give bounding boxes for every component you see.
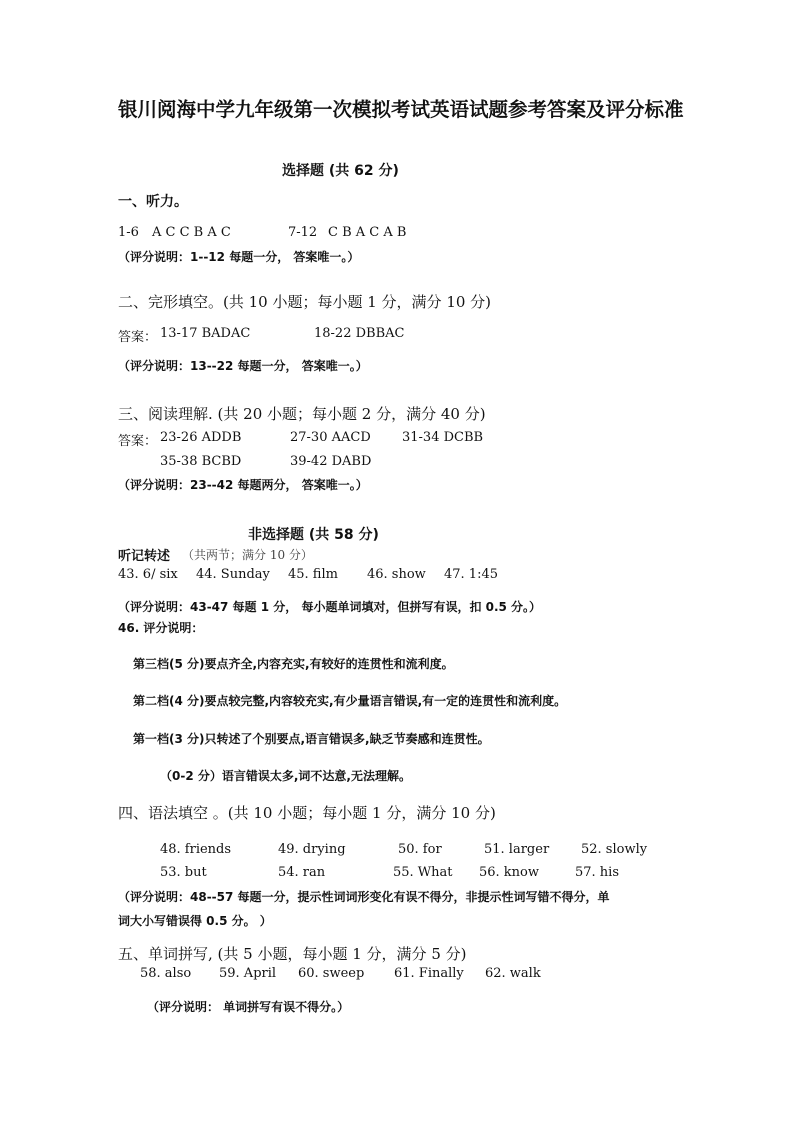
rubric-level-2: 第二档(4 分)要点较完整,内容较充实,有少量语言错误,有一定的连贯性和流利度。 — [133, 694, 567, 708]
rubric-level-0: （0-2 分）语言错误太多,词不达意,无法理解。 — [160, 769, 411, 783]
answer-54: 54. ran — [278, 865, 326, 880]
answer-50: 50. for — [398, 842, 442, 857]
listen-retell-heading: 听记转述 — [118, 549, 171, 564]
answer-62: 62. walk — [485, 966, 541, 981]
answer-52: 52. slowly — [581, 842, 648, 857]
answer-48: 48. friends — [160, 842, 232, 857]
answer-45: 45. film — [288, 567, 338, 582]
listen-retell-points: （共两节；满分 10 分） — [182, 548, 313, 562]
answer-49: 49. drying — [278, 842, 346, 857]
reading-answers-27-30: 27-30 AACD — [290, 430, 371, 445]
reading-answers-39-42: 39-42 DABD — [290, 454, 372, 469]
answer-56: 56. know — [479, 865, 540, 880]
non-choice-section-header: 非选择题 (共 58 分) — [248, 527, 379, 543]
answer-59: 59. April — [219, 966, 277, 981]
listening-note: （评分说明：1--12 每题一分， 答案唯一。） — [118, 250, 360, 264]
listen-retell-note: （评分说明：43-47 每题 1 分， 每小题单词填对，但拼写有误，扣 0.5 分。） — [118, 600, 542, 614]
answer-46: 46. show — [367, 567, 426, 582]
answer-53: 53. but — [160, 865, 207, 880]
cloze-heading: 二、完形填空。(共 10 小题；每小题 1 分，满分 10 分) — [118, 293, 492, 311]
choice-section-header: 选择题 (共 62 分) — [282, 163, 399, 179]
page-title: 银川阅海中学九年级第一次模拟考试英语试题参考答案及评分标准 — [118, 98, 684, 121]
reading-heading: 三、阅读理解. (共 20 小题；每小题 2 分，满分 40 分) — [118, 405, 486, 423]
listening-part1-answers: A C C B A C — [152, 225, 231, 240]
listening-heading: 一、听力。 — [118, 194, 188, 210]
answer-57: 57. his — [575, 865, 620, 880]
listening-part2-range: 7-12 — [288, 225, 318, 240]
answer-55: 55. What — [393, 865, 453, 880]
grammar-heading: 四、语法填空 。(共 10 小题；每小题 1 分，满分 10 分) — [118, 804, 496, 822]
answer-61: 61. Finally — [394, 966, 464, 981]
reading-answers-35-38: 35-38 BCBD — [160, 454, 242, 469]
reading-answers-31-34: 31-34 DCBB — [402, 430, 484, 445]
grammar-note-line-2: 词大小写错误得 0.5 分。 ） — [118, 914, 272, 928]
answer-60: 60. sweep — [298, 966, 365, 981]
reading-note: （评分说明：23--42 每题两分， 答案唯一。） — [118, 478, 368, 492]
answer-51: 51. larger — [484, 842, 550, 857]
rubric-level-1: 第一档(3 分)只转述了个别要点,语言错误多,缺乏节奏感和连贯性。 — [133, 732, 490, 746]
cloze-answer-label: 答案： — [118, 330, 158, 345]
cloze-note: （评分说明：13--22 每题一分， 答案唯一。） — [118, 359, 368, 373]
listening-part2-answers: C B A C A B — [328, 225, 407, 240]
reading-answer-label: 答案： — [118, 434, 158, 449]
reading-answers-23-26: 23-26 ADDB — [160, 430, 242, 445]
question-46-rubric-label: 46. 评分说明： — [118, 621, 204, 635]
listening-part1-range: 1-6 — [118, 225, 139, 240]
answer-58: 58. also — [140, 966, 192, 981]
spelling-heading: 五、单词拼写, (共 5 小题，每小题 1 分，满分 5 分) — [118, 945, 467, 963]
cloze-answers-part1: 13-17 BADAC — [160, 326, 251, 341]
answer-44: 44. Sunday — [196, 567, 270, 582]
grammar-note-line-1: （评分说明：48--57 每题一分，提示性词词形变化有误不得分，非提示性词写错不得分，单 — [118, 890, 610, 904]
cloze-answers-part2: 18-22 DBBAC — [314, 326, 405, 341]
answer-43: 43. 6/ six — [118, 567, 178, 582]
spelling-note: （评分说明： 单词拼写有误不得分。） — [147, 1000, 350, 1014]
answer-47: 47. 1:45 — [444, 567, 498, 582]
rubric-level-3: 第三档(5 分)要点齐全,内容充实,有较好的连贯性和流利度。 — [133, 657, 454, 671]
